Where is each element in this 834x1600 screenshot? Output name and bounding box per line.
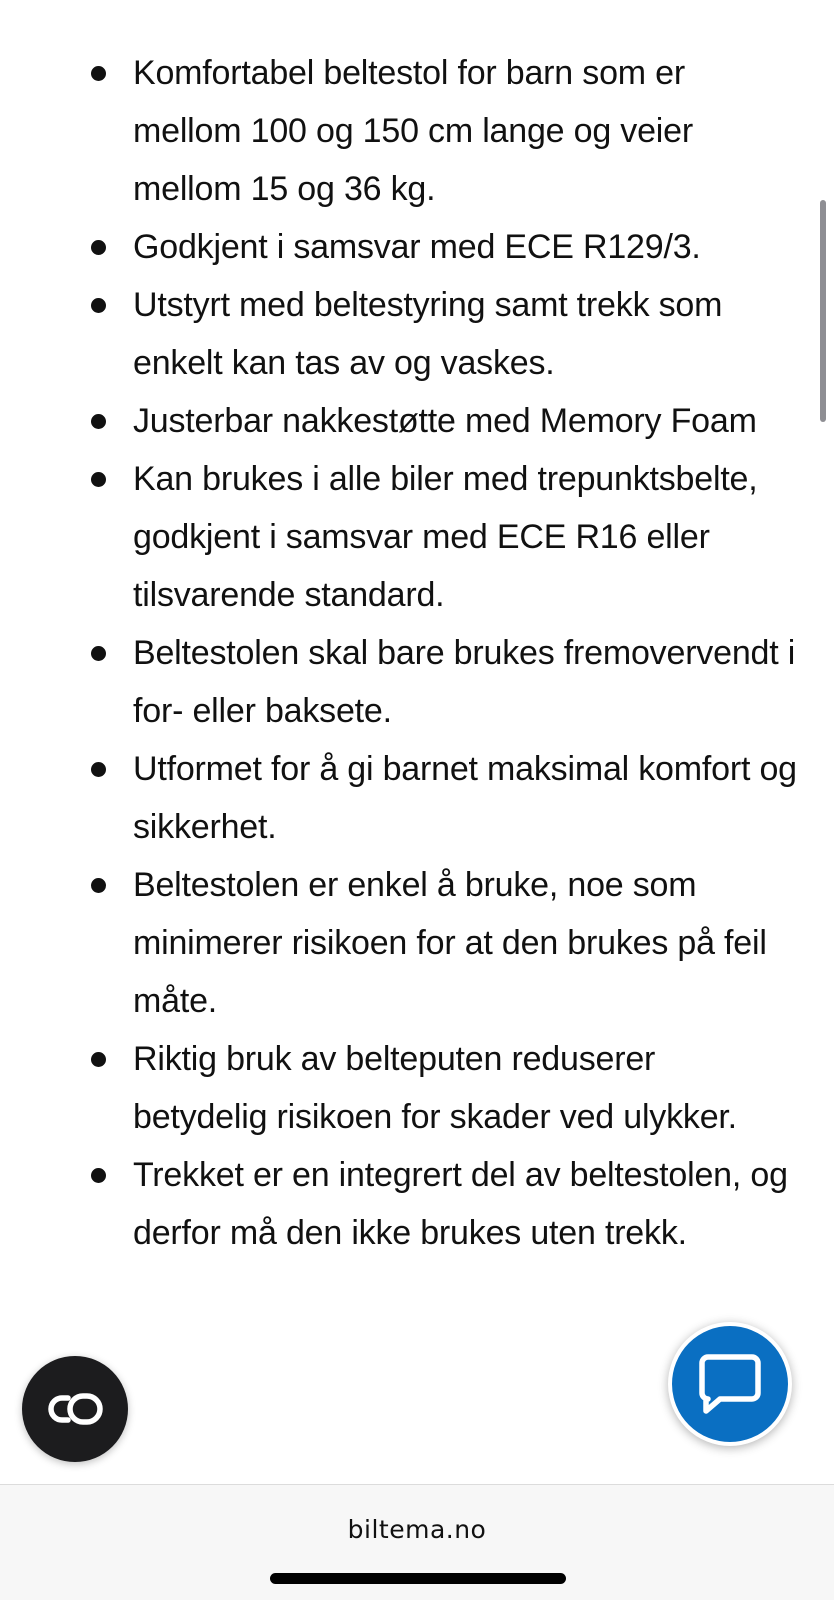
list-item: Komfortabel beltestol for barn som er mellom 100 og 150 cm lange og veier mellom 15 og 36 kg. xyxy=(133,44,798,218)
link-icon xyxy=(46,1392,104,1426)
list-item: Beltestolen skal bare brukes fremovervendt i for- eller baksete. xyxy=(133,624,798,740)
home-indicator[interactable] xyxy=(270,1573,566,1584)
list-item: Utformet for å gi barnet maksimal komfort og sikkerhet. xyxy=(133,740,798,856)
list-item: Godkjent i samsvar med ECE R129/3. xyxy=(133,218,798,276)
list-item: Justerbar nakkestøtte med Memory Foam xyxy=(133,392,798,450)
list-item: Trekket er en integrert del av beltestolen, og derfor må den ikke brukes uten trekk. xyxy=(133,1146,798,1262)
address-bar-url[interactable]: biltema.no xyxy=(347,1515,487,1544)
browser-bottom-bar xyxy=(0,1484,834,1600)
list-item: Utstyrt med beltestyring samt trekk som enkelt kan tas av og vaskes. xyxy=(133,276,798,392)
chat-bubble-icon xyxy=(698,1353,762,1415)
scrollbar[interactable] xyxy=(820,200,826,422)
list-item: Riktig bruk av belteputen reduserer betydelig risikoen for skader ved ulykker. xyxy=(133,1030,798,1146)
list-item: Beltestolen er enkel å bruke, noe som minimerer risikoen for at den brukes på feil måte. xyxy=(133,856,798,1030)
reader-button[interactable] xyxy=(22,1356,128,1462)
list-item: Kan brukes i alle biler med trepunktsbelte, godkjent i samsvar med ECE R16 eller tilsvarende standard. xyxy=(133,450,798,624)
chat-button[interactable] xyxy=(668,1322,792,1446)
